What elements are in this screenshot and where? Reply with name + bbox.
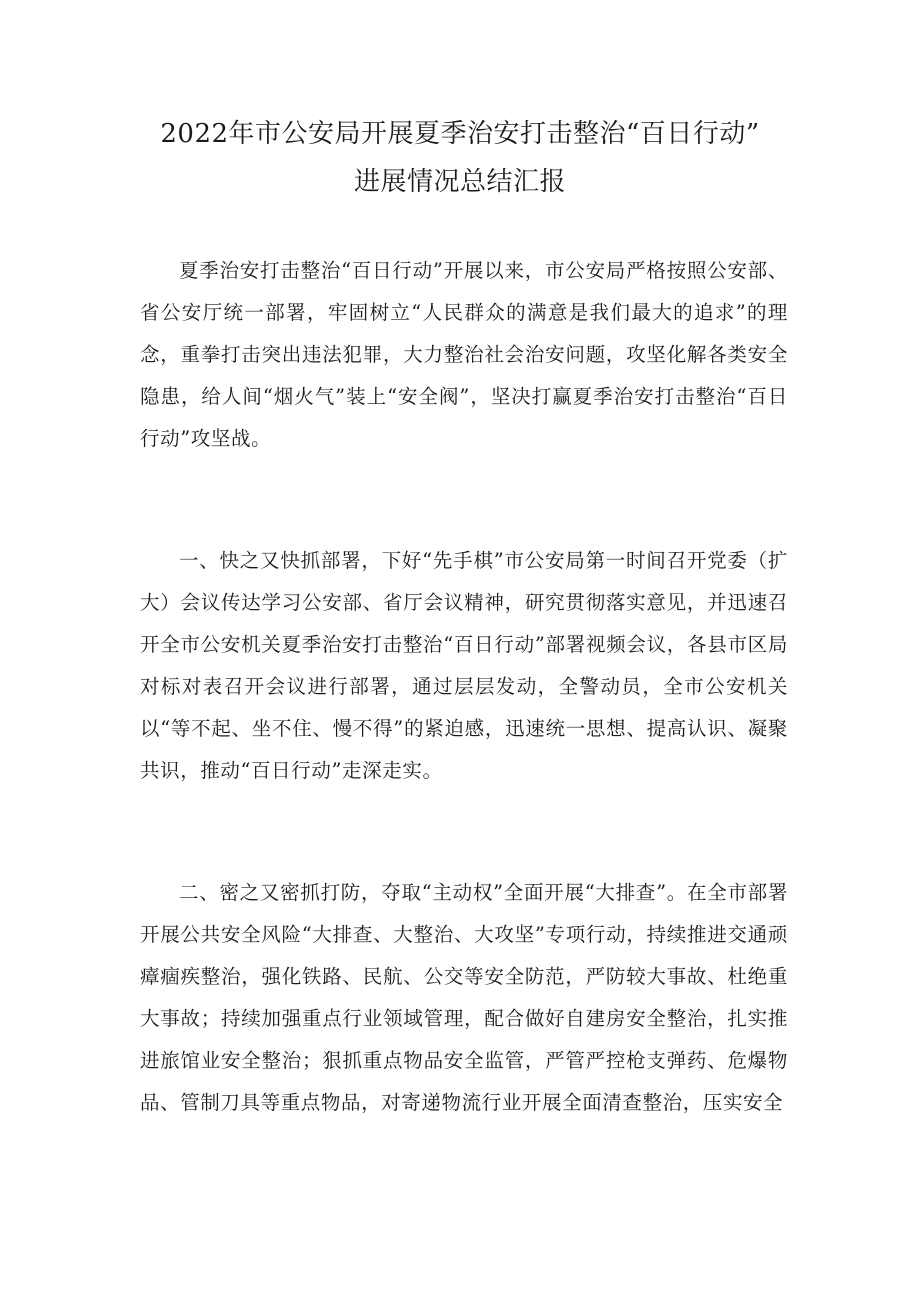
document-title-line1: 2022年市公安局开展夏季治安打击整治“百日行动” — [160, 119, 760, 149]
paragraph-intro: 夏季治安打击整治“百日行动”开展以来，市公安局严格按照公安部、省公安厅统一部署，牢固树立“人民群众的满意是我们最大的追求”的理念，重拳打击突出违法犯罪，大力整治社会治安问题，攻坚化解各类安全隐患，给人间“烟火气”装上“安全阀”，坚决打赢夏季治安打击整治“百日行动”攻坚战。 — [140, 259, 788, 450]
paragraph-section-one: 一、快之又快抓部署，下好“先手棋”市公安局第一时间召开党委（扩大）会议传达学习公安部、省厅会议精神，研究贯彻落实意见，并迅速召开全市公安机关夏季治安打击整治“百日行动”部署视频会议，各县市区局对标对表召开会议进行部署，通过层层发动，全警动员，全市公安机关以“等不起、坐不住、慢不得”的紧迫感，迅速统一思想、提高认识、凝聚共识，推动“百日行动”走深走实。 — [140, 549, 788, 782]
paragraph-section-two: 二、密之又密抓打防，夺取“主动权”全面开展“大排查”。在全市部署开展公共安全风险“大排查、大整治、大攻坚”专项行动，持续推进交通顽瘴痼疾整治，强化铁路、民航、公交等安全防范，严防较大事故、杜绝重大事故；持续加强重点行业领域管理，配合做好自建房安全整治，扎实推进旅馆业安全整治；狠抓重点物品安全监管，严管严控枪支弹药、危爆物品、管制刀具等重点物品，对寄递物流行业开展全面清查整治，压实安全 — [140, 881, 788, 1114]
document-title-line2: 进展情况总结汇报 — [353, 167, 566, 197]
